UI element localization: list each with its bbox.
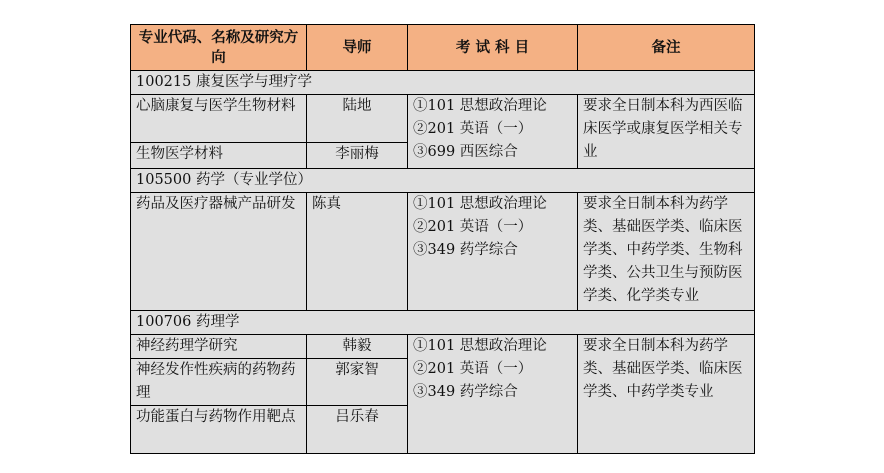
header-row <box>131 25 755 71</box>
section-header-row <box>131 311 755 335</box>
advisor-name: 吕乐春 <box>307 406 408 454</box>
header-advisor: 导师 <box>307 25 408 71</box>
section-title: 100706 药理学 <box>131 311 755 335</box>
table-row <box>131 335 755 359</box>
exam-item: ③349 药学综合 <box>413 384 518 400</box>
advisor-name: 李丽梅 <box>307 143 408 169</box>
direction-name: 生物医学材料 <box>131 143 307 169</box>
exam-item: ②201 英语（一） <box>413 121 533 137</box>
table-row <box>131 95 755 143</box>
exam-item: ②201 英语（一） <box>413 361 533 377</box>
direction-name: 神经药理学研究 <box>131 335 307 359</box>
header-major: 专业代码、名称及研究方向 <box>131 25 307 71</box>
advisor-name: 陈真 <box>307 193 408 311</box>
advisor-name: 陆地 <box>307 95 408 143</box>
section-title: 100215 康复医学与理疗学 <box>131 71 755 95</box>
exam-subjects <box>408 95 578 169</box>
exam-item: ①101 思想政治理论 <box>413 98 547 114</box>
notes-cell: 要求全日制本科为西医临床医学或康复医学相关专业 <box>578 95 755 169</box>
direction-name: 功能蛋白与药物作用靶点 <box>131 406 307 454</box>
direction-name: 药品及医疗器械产品研发 <box>131 193 307 311</box>
direction-name: 神经发作性疾病的药物药理 <box>131 359 307 406</box>
exam-item: ①101 思想政治理论 <box>413 338 547 354</box>
notes-cell: 要求全日制本科为药学类、基础医学类、临床医学类、中药学类、生物科学类、公共卫生与预防医学类、化学类专业 <box>578 193 755 311</box>
table-row <box>131 193 755 311</box>
exam-subjects <box>408 193 578 311</box>
section-header-row <box>131 169 755 193</box>
advisor-name: 韩毅 <box>307 335 408 359</box>
exam-item: ③699 西医综合 <box>413 144 518 160</box>
section-title: 105500 药学（专业学位） <box>131 169 755 193</box>
header-exam: 考 试 科 目 <box>408 25 578 71</box>
enrollment-table <box>130 24 755 454</box>
direction-name: 心脑康复与医学生物材料 <box>131 95 307 143</box>
advisor-name: 郭家智 <box>307 359 408 406</box>
exam-item: ②201 英语（一） <box>413 219 533 235</box>
exam-subjects <box>408 335 578 454</box>
exam-item: ①101 思想政治理论 <box>413 196 547 212</box>
notes-cell: 要求全日制本科为药学类、基础医学类、临床医学类、中药学类专业 <box>578 335 755 454</box>
header-notes: 备注 <box>578 25 755 71</box>
exam-item: ③349 药学综合 <box>413 242 518 258</box>
section-header-row <box>131 71 755 95</box>
